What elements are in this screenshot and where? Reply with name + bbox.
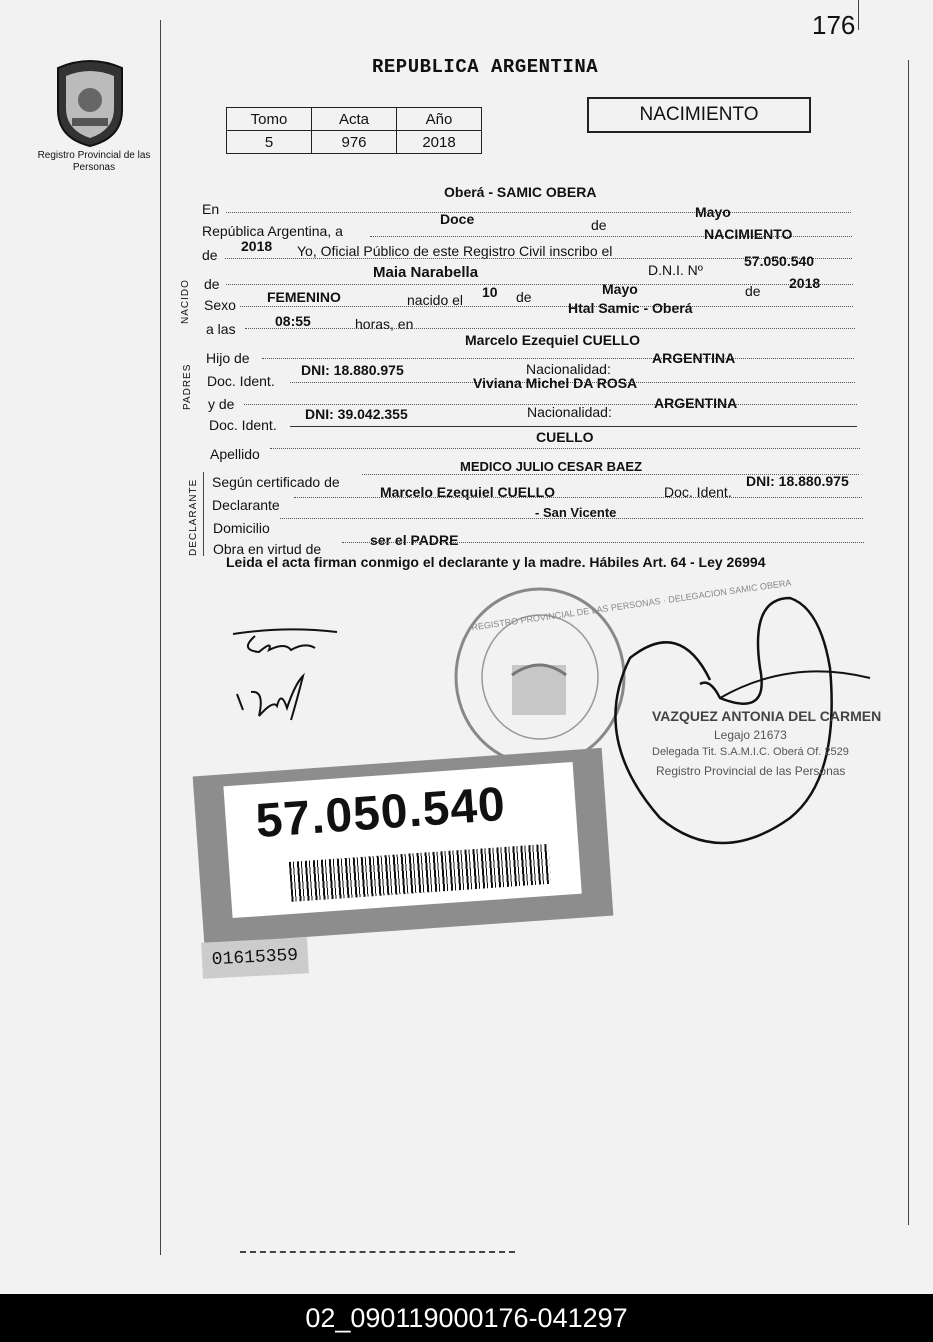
de-label-3: de — [204, 276, 220, 292]
signature-declarant — [225, 620, 345, 740]
yde-label: y de — [208, 396, 235, 412]
domicilio-label: Domicilio — [213, 520, 270, 536]
reference-table — [226, 107, 482, 154]
dotted-line — [294, 497, 862, 498]
nacionalidad-label: Nacionalidad: — [526, 361, 611, 377]
dotted-line — [280, 518, 863, 519]
right-margin-line — [908, 60, 909, 1225]
dni-label: D.N.I. Nº — [648, 262, 703, 278]
inscribo-label: Yo, Oficial Público de este Registro Civil inscribo el — [297, 243, 613, 259]
solid-line — [290, 426, 857, 427]
mother-nationality: ARGENTINA — [654, 395, 738, 411]
republica-label: República Argentina, a — [202, 223, 343, 239]
barcode-number: 57.050.540 — [254, 777, 508, 849]
tomo-header: Tomo — [227, 108, 312, 131]
table-header-row — [227, 108, 482, 131]
doc-label: Doc. Ident. — [207, 373, 275, 389]
address-value: - San Vicente — [535, 505, 617, 520]
father-dni: DNI: 18.880.975 — [301, 362, 404, 378]
doc-label-3: Doc. Ident. — [664, 484, 732, 500]
nacido-label: nacido el — [407, 292, 464, 308]
declarant-dni: DNI: 18.880.975 — [746, 473, 849, 489]
dotted-line — [245, 328, 855, 329]
dotted-line — [342, 542, 864, 543]
mother-dni: DNI: 39.042.355 — [305, 406, 408, 422]
inscribo-value: NACIMIENTO — [704, 226, 793, 242]
certificado-label: Según certificado de — [212, 474, 340, 490]
registry-caption: Registro Provincial de las Personas — [37, 150, 151, 173]
birth-place: Htal Samic - Oberá — [568, 300, 693, 316]
barcode-label — [223, 762, 581, 918]
dotted-line — [262, 358, 854, 359]
de-label-5: de — [745, 283, 761, 299]
acta-value: 976 — [312, 131, 397, 154]
dotted-line — [270, 448, 860, 449]
bottom-dashes — [240, 1251, 515, 1253]
barcode-bars — [289, 844, 551, 902]
official-org: Registro Provincial de las Personas — [656, 764, 846, 778]
official-name: VAZQUEZ ANTONIA DEL CARMEN — [652, 708, 882, 724]
declarant-name: Marcelo Ezequiel CUELLO — [380, 484, 556, 500]
doc-label-2: Doc. Ident. — [209, 417, 277, 433]
de-label-2: de — [202, 247, 218, 263]
table-value-row — [227, 131, 482, 154]
side-label-declarante: DECLARANTE — [188, 478, 199, 556]
acta-header: Acta — [312, 108, 397, 131]
father-name: Marcelo Ezequiel CUELLO — [465, 332, 641, 348]
place-value: Oberá - SAMIC OBERA — [444, 184, 597, 200]
birth-day: 10 — [482, 284, 498, 300]
obra-label: Obra en virtud de — [213, 541, 322, 557]
birth-year: 2018 — [789, 275, 821, 291]
serial-number: 01615359 — [201, 937, 309, 978]
barcode-sticker — [193, 748, 614, 944]
certificate-value: MEDICO JULIO CESAR BAEZ — [460, 459, 643, 474]
official-legajo: Legajo 21673 — [714, 728, 787, 742]
birth-time: 08:55 — [275, 313, 311, 329]
apellido-label: Apellido — [210, 446, 260, 462]
en-label: En — [202, 201, 220, 217]
closing-statement: Leida el acta firman conmigo el declarante y la madre. Hábiles Art. 64 - Ley 26994 — [226, 554, 766, 570]
dotted-line — [240, 306, 853, 307]
basis-value: ser el PADRE — [370, 532, 459, 548]
surname-value: CUELLO — [536, 429, 594, 445]
record-type-box: NACIMIENTO — [587, 97, 811, 133]
side-label-padres: PADRES — [182, 363, 193, 410]
mother-name: Viviana Michel DA ROSA — [473, 375, 638, 391]
page-number: 176 — [812, 10, 856, 40]
sexo-label: Sexo — [204, 297, 236, 313]
official-role: Delegada Tit. S.A.M.I.C. Oberá Of. 2529 — [652, 746, 849, 758]
side-label-nacido: NACIDO — [180, 279, 191, 324]
birth-month: Mayo — [602, 281, 638, 297]
anio-value: 2018 — [397, 131, 482, 154]
declarante-label: Declarante — [212, 497, 280, 513]
declarante-bracket — [203, 472, 204, 556]
page-edge-top — [858, 0, 859, 30]
tomo-value: 5 — [227, 131, 312, 154]
province-emblem — [50, 58, 130, 148]
seal-text: REGISTRO PROVINCIAL DE LAS PERSONAS · DELEGACION SAMIC OBERA — [470, 577, 792, 633]
left-margin-line — [160, 20, 161, 1255]
de-label: de — [591, 217, 607, 233]
month-value: Mayo — [695, 204, 731, 220]
child-name: Maia Narabella — [373, 264, 479, 281]
horas-label: horas, en — [355, 316, 414, 332]
footer-code: 02_090119000176-041297 — [0, 1294, 933, 1342]
nacionalidad-label-2: Nacionalidad: — [527, 404, 612, 420]
country-title: REPUBLICA ARGENTINA — [372, 56, 599, 78]
de-label-4: de — [516, 289, 532, 305]
hijo-label: Hijo de — [206, 350, 250, 366]
alas-label: a las — [206, 321, 236, 337]
dotted-line — [226, 212, 851, 213]
year-value: 2018 — [241, 238, 273, 254]
day-value: Doce — [440, 211, 475, 227]
child-dni: 57.050.540 — [744, 253, 815, 269]
sexo-value: FEMENINO — [267, 289, 341, 305]
father-nationality: ARGENTINA — [652, 350, 736, 366]
anio-header: Año — [397, 108, 482, 131]
